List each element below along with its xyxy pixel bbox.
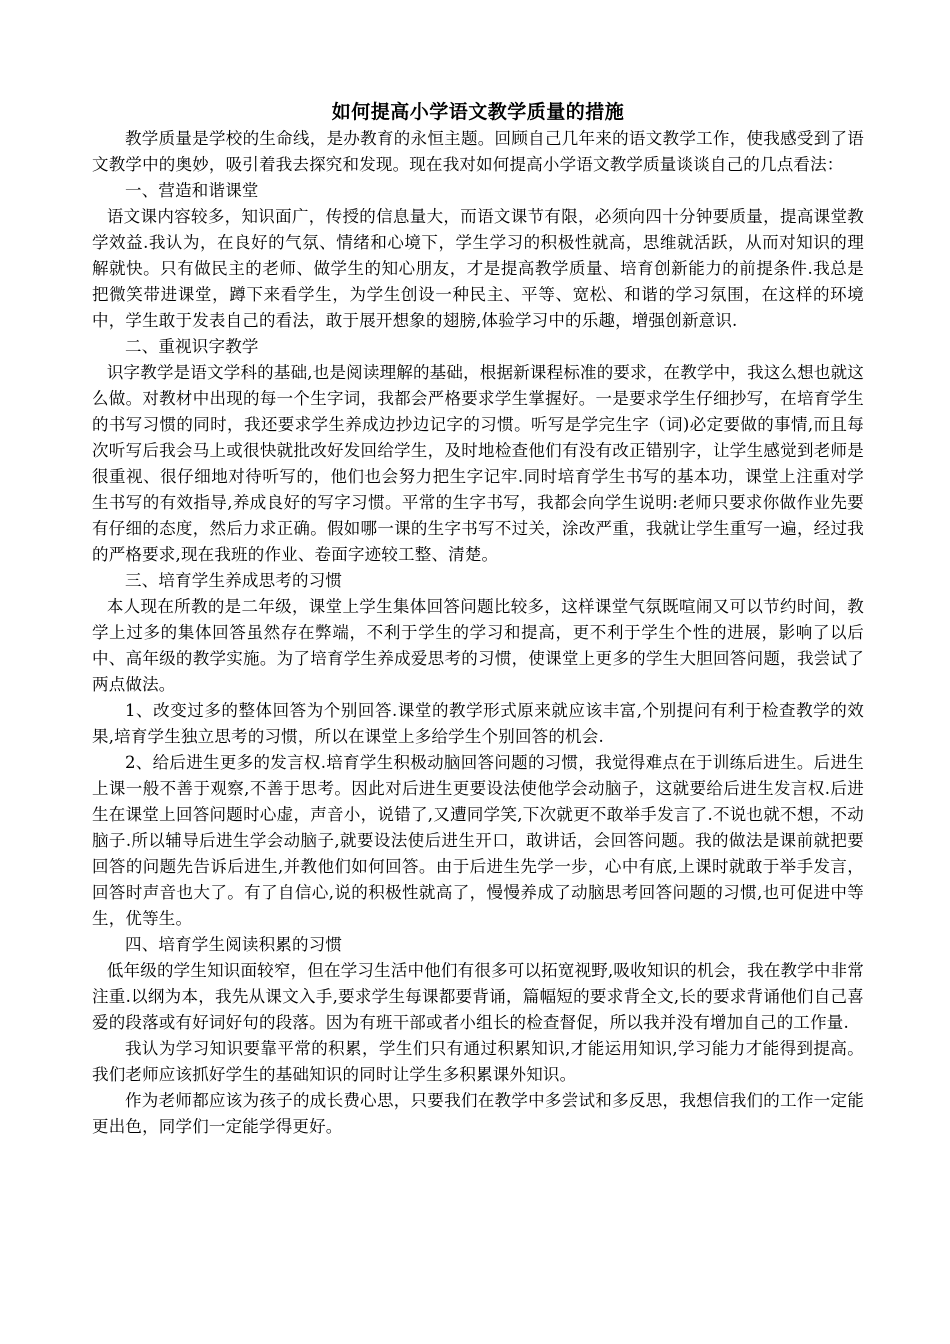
intro-paragraph: 教学质量是学校的生命线，是办教育的永恒主题。回顾自己几年来的语文教学工作，使我感受到了语文教学中的奥妙，吸引着我去探究和发现。现在我对如何提高小学语文教学质量谈谈自己的几点看法： [92, 129, 864, 174]
closing-paragraph: 作为老师都应该为孩子的成长费心思，只要我们在教学中多尝试和多反思，我想信我们的工作一定能更出色，同学们一定能学得更好。 [92, 1091, 864, 1136]
section-4-paragraph: 低年级的学生知识面较窄，但在学习生活中他们有很多可以拓宽视野,吸收知识的机会，我在教学中非常注重.以纲为本，我先从课文入手,要求学生每课都要背诵，篇幅短的要求背全文,长的要求背诵他们自己喜爱的段落或有好词好句的段落。因为有班干部或者小组长的检查督促，所以我并没有增加自己的工作量. [92, 961, 864, 1032]
section-2-paragraph: 识字教学是语文学科的基础,也是阅读理解的基础，根据新课程标准的要求，在教学中，我这么想也就这么做。对教材中出现的每一个生字词，我都会严格要求学生掌握好。一是要求学生仔细抄写，在培育学生的书写习惯的同时，我还要求学生养成边抄边记字的习惯。听写是学完生字（词)必定要做的事情,而且每次听写后我会马上或很快就批改好发回给学生，及时地检查他们有没有改正错别字，让学生感觉到老师是很重视、很仔细地对待听写的，他们也会努力把生字记牢.同时培育学生书写的基本功，课堂上注重对学生书写的有效指导,养成良好的写字习惯。平常的生字书写，我都会向学生说明:老师只要求你做作业先要有仔细的态度，然后力求正确。假如哪一课的生字书写不过关，涂改严重，我就让学生重写一遍，经过我的严格要求,现在我班的作业、卷面字迹较工整、清楚。 [92, 363, 864, 564]
section-3-point-2: 2、给后进生更多的发言权.培育学生积极动脑回答问题的习惯，我觉得难点在于训练后进生。后进生上课一般不善于观察,不善于思考。因此对后进生更要设法使他学会动脑子，这就要给后进生发言权.后进生在课堂上回答问题时心虚，声音小，说错了,又遭同学笑,下次就更不敢举手发言了.不说也就不想，不动脑子.所以辅导后进生学会动脑子,就要设法使后进生开口，敢讲话，会回答问题。我的做法是课前就把要回答的问题先告诉后进生,并教他们如何回答。由于后进生先学一步，心中有底,上课时就敢于举手发言，回答时声音也大了。有了自信心,说的积极性就高了，慢慢养成了动脑思考回答问题的习惯,也可促进中等生，优等生。 [92, 753, 864, 928]
section-heading-1: 一、营造和谐课堂 [125, 181, 259, 200]
section-3-paragraph: 本人现在所教的是二年级，课堂上学生集体回答问题比较多，这样课堂气氛既喧闹又可以节约时间，教学上过多的集体回答虽然存在弊端，不利于学生的学习和提高，更不利于学生个性的进展，影响了以后中、高年级的教学实施。为了培育学生养成爱思考的习惯，使课堂上更多的学生大胆回答问题，我尝试了两点做法。 [92, 597, 864, 694]
section-heading-4: 四、培育学生阅读积累的习惯 [125, 935, 343, 954]
section-1-paragraph: 语文课内容较多，知识面广，传授的信息量大，而语文课节有限，必须向四十分钟要质量，提高课堂教学效益.我认为，在良好的气氛、情绪和心境下，学生学习的积极性就高，思维就活跃，从而对知识的理解就快。只有做民主的老师、做学生的知心朋友，才是提高教学质量、培育创新能力的前提条件.我总是把微笑带进课堂，蹲下来看学生，为学生创设一种民主、平等、宽松、和谐的学习氛围，在这样的环境中，学生敢于发表自己的看法，敢于展开想象的翅膀,体验学习中的乐趣，增强创新意识. [92, 207, 864, 330]
document-title: 如何提高小学语文教学质量的措施 [331, 101, 625, 123]
section-4-paragraph-2: 我认为学习知识要靠平常的积累，学生们只有通过积累知识,才能运用知识,学习能力才能得到提高。我们老师应该抓好学生的基础知识的同时让学生多积累课外知识。 [92, 1039, 864, 1084]
section-heading-2: 二、重视识字教学 [125, 337, 259, 356]
section-3-point-1: 1、改变过多的整体回答为个别回答.课堂的教学形式原来就应该丰富,个别提问有利于检查教学的效果,培育学生独立思考的习惯，所以在课堂上多给学生个别回答的机会. [92, 701, 864, 746]
document-page [92, 98, 864, 1140]
section-heading-3: 三、培育学生养成思考的习惯 [125, 571, 343, 590]
